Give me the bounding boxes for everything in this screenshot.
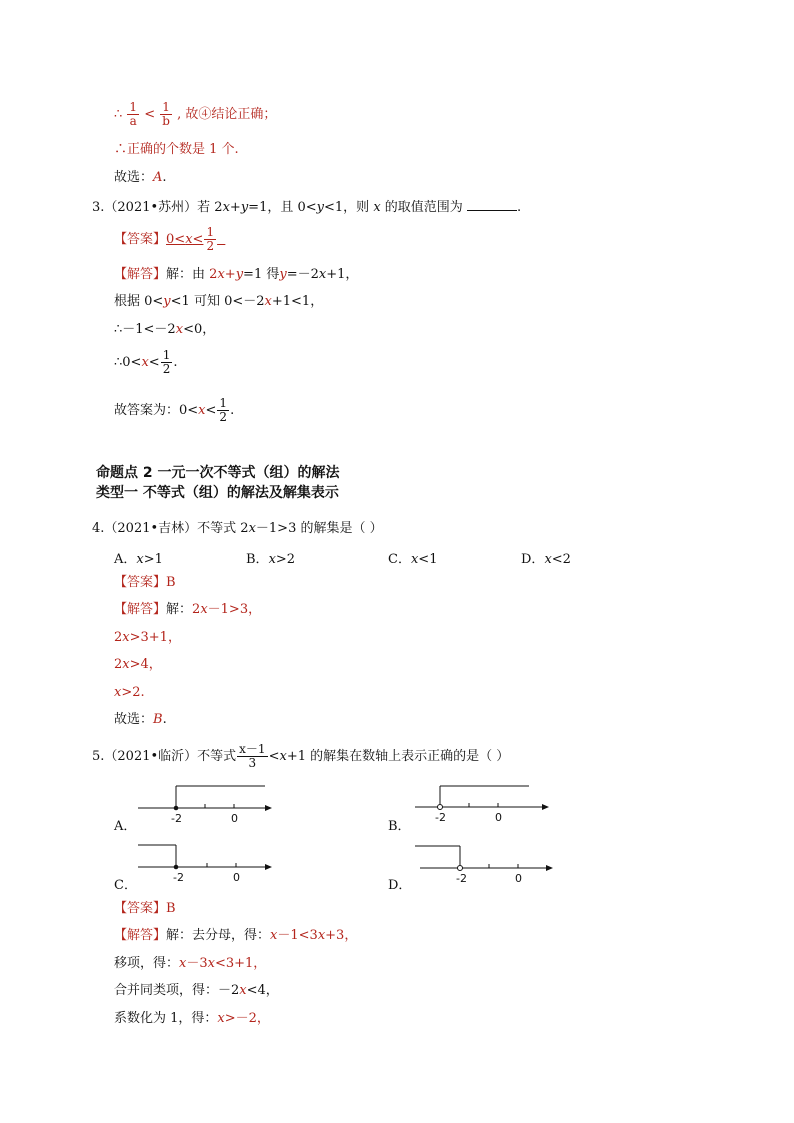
q2-choose-line: 故选：A.	[114, 170, 167, 185]
q5-option-d-number-line	[412, 840, 558, 886]
q2-conclusion-line: ∴ $\frac{1}{a}$ < $\frac{1}{b}$ , 故④结论正确；	[114, 100, 277, 128]
q5-step1: 【解答】解：去分母，得：x－1<3x+3，	[114, 928, 358, 943]
fraction-1-over-a: $\frac{1}{a}$	[129, 100, 138, 128]
q3-step3: ∴－1<－2x<0，	[114, 322, 216, 337]
fraction-1-over-b: $\frac{1}{b}$	[162, 100, 170, 128]
q4-option-d[interactable]: D．x<2	[521, 552, 571, 567]
tick-label-neg2: -2	[435, 811, 446, 824]
q5-option-c-label[interactable]: C．	[114, 878, 137, 893]
q4-step3: 2x>4，	[114, 657, 162, 672]
tick-label-neg2: -2	[173, 871, 184, 884]
tick-label-neg2: -2	[456, 872, 467, 885]
q5-option-b-number-line	[412, 779, 552, 825]
q5-answer: 【答案】B	[114, 901, 176, 916]
q4-answer: 【答案】B	[114, 575, 176, 590]
tick-label-0: 0	[233, 871, 240, 884]
tick-label-0: 0	[495, 811, 502, 824]
axis-arrow	[265, 864, 272, 870]
q5-option-c-number-line	[135, 840, 275, 886]
q3-step1: 【解答】解：由 2x+y=1 得y=－2x+1，	[114, 267, 359, 282]
q5-option-b-label[interactable]: B．	[388, 819, 411, 834]
axis-arrow	[542, 804, 549, 810]
section-subtitle: 类型一 不等式（组）的解法及解集表示	[96, 485, 339, 501]
axis-arrow	[265, 805, 272, 811]
open-point	[458, 866, 463, 871]
answer-blank	[467, 198, 517, 211]
q4-option-b[interactable]: B．x>2	[246, 552, 296, 567]
q3-question: 3.（2021•苏州）若 2x+y=1，且 0<y<1，则 x 的取值范围为 .	[92, 200, 522, 215]
q4-choose: 故选：B.	[114, 712, 167, 727]
q2-count-line: ∴正确的个数是 1 个.	[114, 142, 239, 157]
section-title: 命题点 2 一元一次不等式（组）的解法	[96, 465, 340, 481]
solid-point	[174, 806, 179, 811]
q4-step4: x>2.	[114, 685, 145, 700]
therefore-symbol: ∴	[114, 107, 123, 122]
q5-step3: 合并同类项，得：－2x<4，	[114, 983, 279, 998]
q3-answer-value: 0<x< $\frac{1}{2}$	[166, 225, 215, 253]
q4-step2: 2x>3+1，	[114, 630, 181, 645]
solid-point	[174, 865, 179, 870]
q5-question: 5.（2021•临沂）不等式 $\frac{x-1}{3}$ <x+1 的解集在数轴上表示正确的是（ ）	[92, 742, 510, 770]
q5-step2: 移项，得：x－3x<3+1，	[114, 956, 267, 971]
q5-option-d-label[interactable]: D．	[388, 878, 412, 893]
q3-step2: 根据 0<y<1 可知 0<－2x+1<1，	[114, 294, 324, 309]
q3-answer: 【答案】0<x< $\frac{1}{2}$	[114, 226, 225, 253]
axis-arrow	[546, 865, 553, 871]
q3-step4: ∴0<x< $\frac{1}{2}$ .	[114, 348, 178, 376]
tick-label-0: 0	[231, 812, 238, 825]
open-point	[438, 805, 443, 810]
q4-question: 4.（2021•吉林）不等式 2x－1>3 的解集是（ ）	[92, 521, 383, 536]
q5-option-a-number-line	[135, 782, 275, 828]
q3-final: 故答案为：0<x< $\frac{1}{2}$ .	[114, 396, 235, 424]
q5-option-a-label[interactable]: A．	[114, 819, 137, 834]
q4-option-a[interactable]: A．x>1	[114, 552, 163, 567]
tick-label-0: 0	[515, 872, 522, 885]
q4-step1: 【解答】解：2x－1>3，	[114, 602, 262, 617]
tick-label-neg2: -2	[171, 812, 182, 825]
q4-option-c[interactable]: C．x<1	[388, 552, 438, 567]
q5-step4: 系数化为 1，得：x>－2，	[114, 1011, 270, 1026]
q5-fraction: $\frac{x-1}{3}$	[239, 742, 266, 770]
